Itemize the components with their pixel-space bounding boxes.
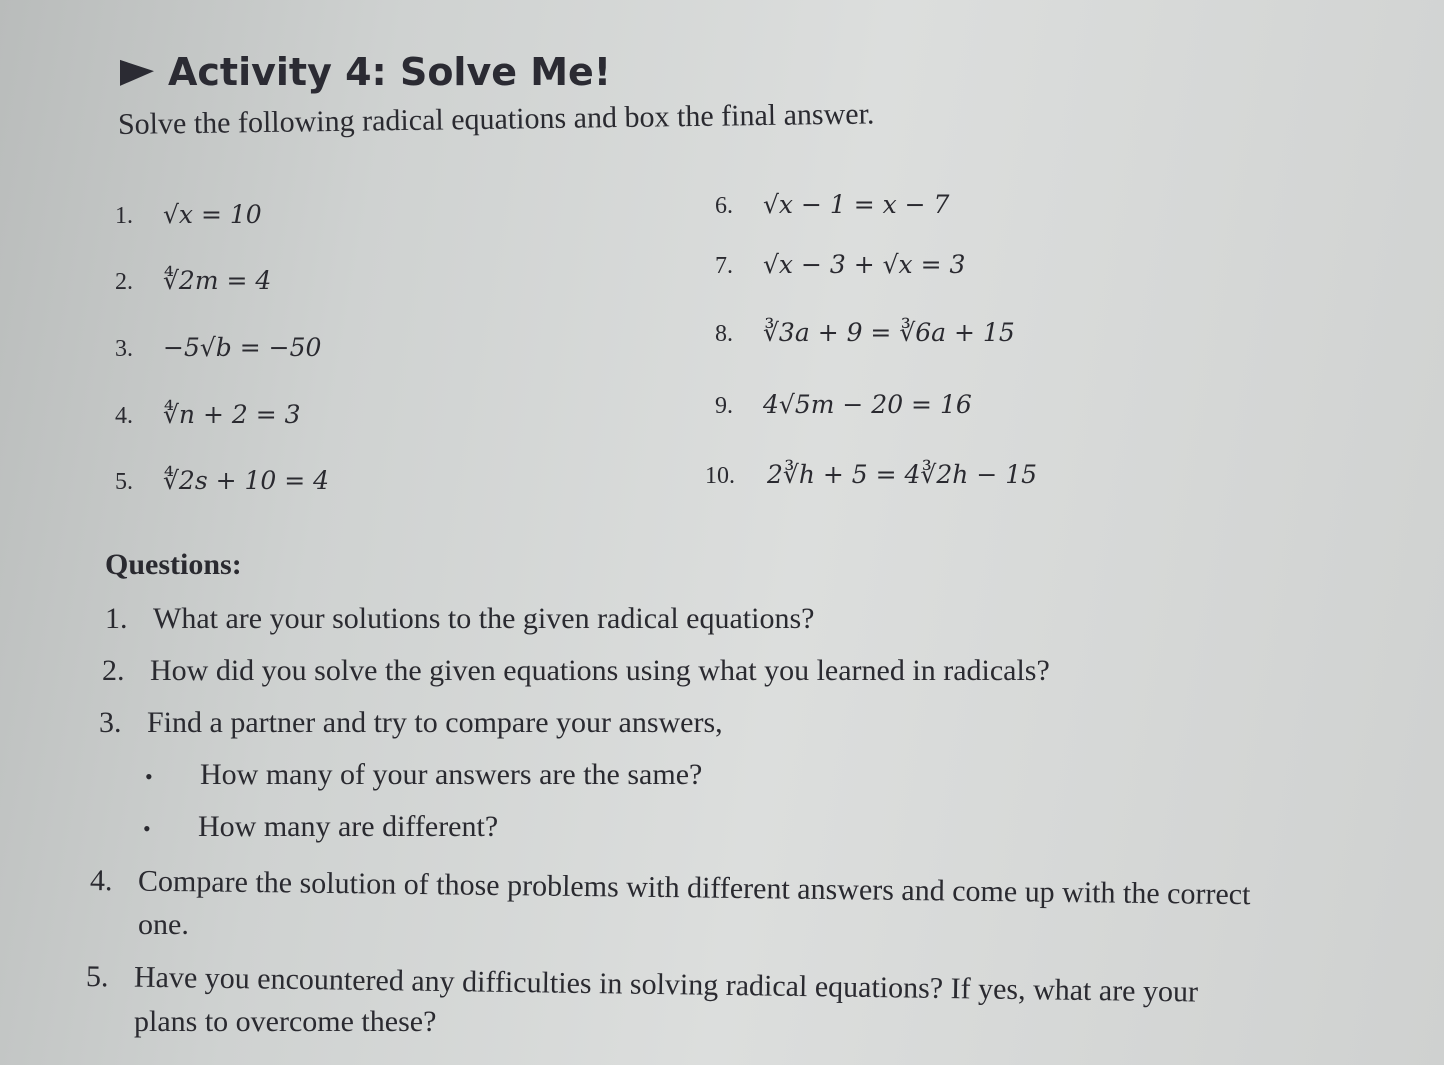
- arrow-bullet-icon: [120, 58, 154, 86]
- equation-expression: √x − 3 + √x = 3: [763, 250, 966, 279]
- equation-number: 6.: [715, 193, 733, 219]
- equation-expression: 4√5m − 20 = 16: [763, 390, 972, 419]
- question-number: 5.: [85, 960, 109, 994]
- equation-1: [115, 200, 262, 230]
- equation-3: [115, 333, 321, 363]
- questions-heading: Questions:: [105, 548, 242, 581]
- equation-expression: ∜n + 2 = 3: [163, 400, 301, 429]
- bullet-2: [143, 810, 498, 844]
- equation-number: 8.: [715, 321, 733, 347]
- question-text: Compare the solution of those problems with different answers and come up with the correct: [137, 864, 1251, 912]
- bullet-dot-icon: •: [143, 816, 151, 841]
- equation-expression: ∜2m = 4: [163, 266, 272, 295]
- equation-number: 9.: [715, 393, 733, 419]
- question-text: Have you encountered any difficulties in solving radical equations? If yes, what are your: [133, 960, 1199, 1009]
- question-1: [105, 602, 814, 636]
- equation-number: 3.: [115, 336, 133, 362]
- equation-7: [715, 250, 965, 280]
- equation-number: 5.: [115, 469, 133, 495]
- question-3: [99, 706, 723, 740]
- equation-expression: −5√b = −50: [163, 333, 322, 362]
- equation-expression: ∜2s + 10 = 4: [163, 466, 330, 495]
- equation-4: [115, 400, 301, 430]
- equation-9: [715, 390, 972, 420]
- question-text: How did you solve the given equations using what you learned in radicals?: [150, 654, 1050, 687]
- equation-expression: 2∛h + 5 = 4∛2h − 15: [767, 460, 1038, 489]
- question-2: [102, 654, 1050, 688]
- bullet-text: How many are different?: [198, 810, 499, 843]
- equation-8: [715, 318, 1015, 348]
- activity-title: [120, 50, 611, 94]
- equation-number: 1.: [115, 203, 133, 229]
- question-number: 3.: [99, 706, 122, 739]
- equation-number: 10.: [705, 463, 735, 489]
- instructions: Solve the following radical equations and box the final answer.: [117, 97, 875, 141]
- equation-number: 2.: [115, 269, 133, 295]
- question-number: 4.: [89, 864, 113, 898]
- bullet-1: [145, 758, 702, 792]
- bullet-dot-icon: •: [145, 764, 153, 789]
- equation-number: 7.: [715, 253, 733, 279]
- equation-expression: √x = 10: [163, 200, 262, 229]
- question-text: What are your solutions to the given radical equations?: [153, 602, 815, 635]
- question-5-continued: plans to overcome these?: [134, 1005, 437, 1038]
- equation-10: [705, 460, 1037, 490]
- question-4-continued: one.: [138, 908, 189, 941]
- question-5: [86, 960, 1198, 1010]
- equation-6: [715, 190, 949, 220]
- question-text: Find a partner and try to compare your answers,: [147, 706, 723, 739]
- equation-number: 4.: [115, 403, 133, 429]
- bullet-text: How many of your answers are the same?: [200, 758, 703, 791]
- equation-2: [115, 266, 271, 296]
- question-number: 2.: [102, 654, 125, 687]
- question-number: 1.: [105, 602, 128, 635]
- activity-title-text: Activity 4: Solve Me!: [168, 50, 612, 94]
- equation-expression: ∛3a + 9 = ∛6a + 15: [763, 318, 1015, 347]
- equation-expression: √x − 1 = x − 7: [763, 190, 950, 219]
- equation-5: [115, 466, 329, 496]
- question-4: [90, 864, 1251, 912]
